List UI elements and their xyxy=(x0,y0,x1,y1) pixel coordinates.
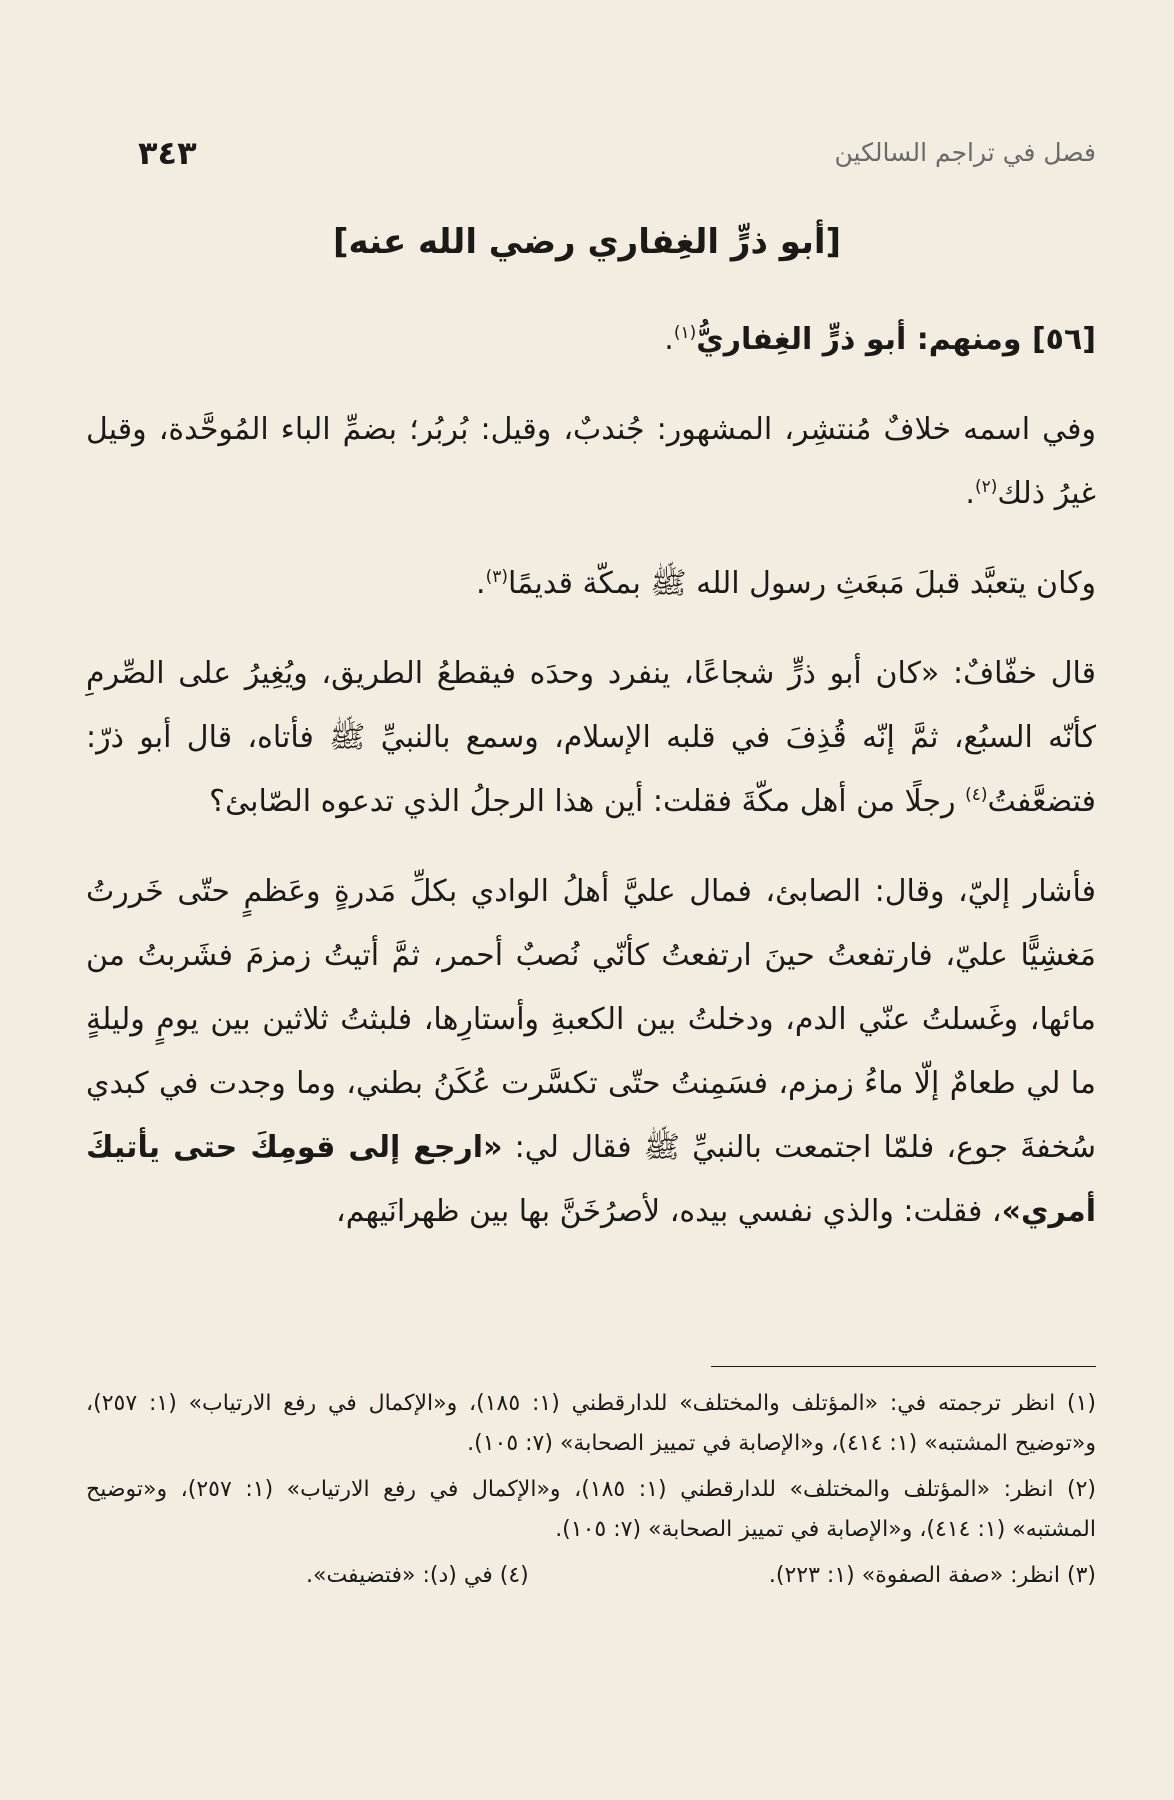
paragraph-text-continued: ، فقلت: والذي نفسي بيده، لأصرُخَنَّ بها بين ظهرانَيهم، xyxy=(336,1194,1002,1229)
footnotes xyxy=(86,1384,1096,1596)
footnote-1: (١) انظر ترجمته في: «المؤتلف والمختلف» للدارقطني (١: ١٨٥)، و«الإكمال في رفع الارتياب» (١: ٢٥٧)، و«توضيح المشتبه» (١: ٤١٤)، و«الإصابة في تمييز الصحابة» (٧: ١٠٥). xyxy=(86,1391,1096,1456)
page-number: ٣٤٣ xyxy=(138,134,197,172)
footnote-row-3-4 xyxy=(86,1556,1096,1596)
sentence-end: . xyxy=(965,476,975,511)
paragraph-text: فأشار إليّ، وقال: الصابئ، فمال عليَّ أهلُ الوادي بكلِّ مَدرةٍ وعَظمٍ حتّى خَررتُ مَغشِيًّا عليّ، فارتفعتُ حينَ ارتفعتُ كأنّي نُصبٌ أحمر، ثمَّ أتيتُ زمزمَ فشَربتُ من مائها، وغَسلتُ عنّي الدم، ودخلتُ بين الكعبةِ وأستارِها، فلبثتُ ثلاثين بين يومٍ وليلةٍ ما لي طعامٌ إلّا ماءُ زمزم، فسَمِنتُ حتّى تكسَّرت عُكَنُ بطني، وما وجدت في كبدي سُخفةَ جوع، فلمّا اجتمعت بالنبيِّ ﷺ فقال لي: xyxy=(86,874,1096,1165)
footnote-ref-2: (٢) xyxy=(974,477,998,497)
running-title: فصل في تراجم السالكين xyxy=(834,138,1096,167)
paragraph-text: قال خفّافٌ: «كان أبو ذرٍّ شجاعًا، ينفرد وحدَه فيقطعُ الطريق، ويُغِيرُ على الصِّرمِ كأنّه السبُع، ثمَّ إنّه قُذِفَ في قلبه الإسلام، وسمع بالنبيِّ ﷺ فأتاه، قال أبو ذرّ: فتضعَّفتُ xyxy=(86,656,1096,819)
footnote-ref-1: (١) xyxy=(673,323,697,343)
prophet-quote: «ارجع إلى قومِكَ حتى يأتيكَ أمري» xyxy=(86,1130,1096,1229)
footnote-divider xyxy=(711,1366,1096,1367)
sentence-end: . xyxy=(476,566,486,601)
footnote-2: (٢) انظر: «المؤتلف والمختلف» للدارقطني (١: ١٨٥)، و«الإكمال في رفع الارتياب» (١: ٢٥٧)، و«توضيح المشتبه» (١: ٤١٤)، و«الإصابة في تمييز الصحابة» (٧: ١٠٥). xyxy=(86,1477,1096,1542)
section-title: [أبو ذرٍّ الغِفاري رضي الله عنه] xyxy=(332,222,842,262)
footnote-3: (٣) انظر: «صفة الصفوة» (١: ٢٢٣). xyxy=(768,1563,1096,1588)
footnote-ref-3: (٣) xyxy=(485,567,508,587)
paragraph-text-continued: رجلًا من أهل مكّةَ فقلت: أين هذا الرجلُ الذي تدعوه الصّابئ؟ xyxy=(209,784,966,819)
paragraph-worship xyxy=(86,552,1096,616)
footnote-ref-4: (٤) xyxy=(965,785,988,805)
paragraph-entry-56 xyxy=(86,308,1096,372)
entry-number: [٥٦] xyxy=(1031,322,1096,357)
entry-heading-text: ومنهم: أبو ذرٍّ الغِفاريُّ xyxy=(696,322,1032,357)
paragraph-zamzam xyxy=(86,860,1096,1244)
paragraph-text: وكان يتعبَّد قبلَ مَبعَثِ رسول الله ﷺ بمكّة قديمًا xyxy=(508,566,1096,601)
paragraph-name xyxy=(86,398,1096,526)
paragraph-khaffaf xyxy=(86,642,1096,834)
main-text xyxy=(86,308,1096,1270)
footnote-4: (٤) في (د): «فتضيفت». xyxy=(306,1563,529,1588)
sentence-end: . xyxy=(664,322,674,357)
paragraph-text: وفي اسمه خلافٌ مُنتشِر، المشهور: جُندبٌ، وقيل: بُربُر؛ بضمِّ الباء المُوحَّدة، وقيل غيرُ ذلك xyxy=(86,412,1096,511)
